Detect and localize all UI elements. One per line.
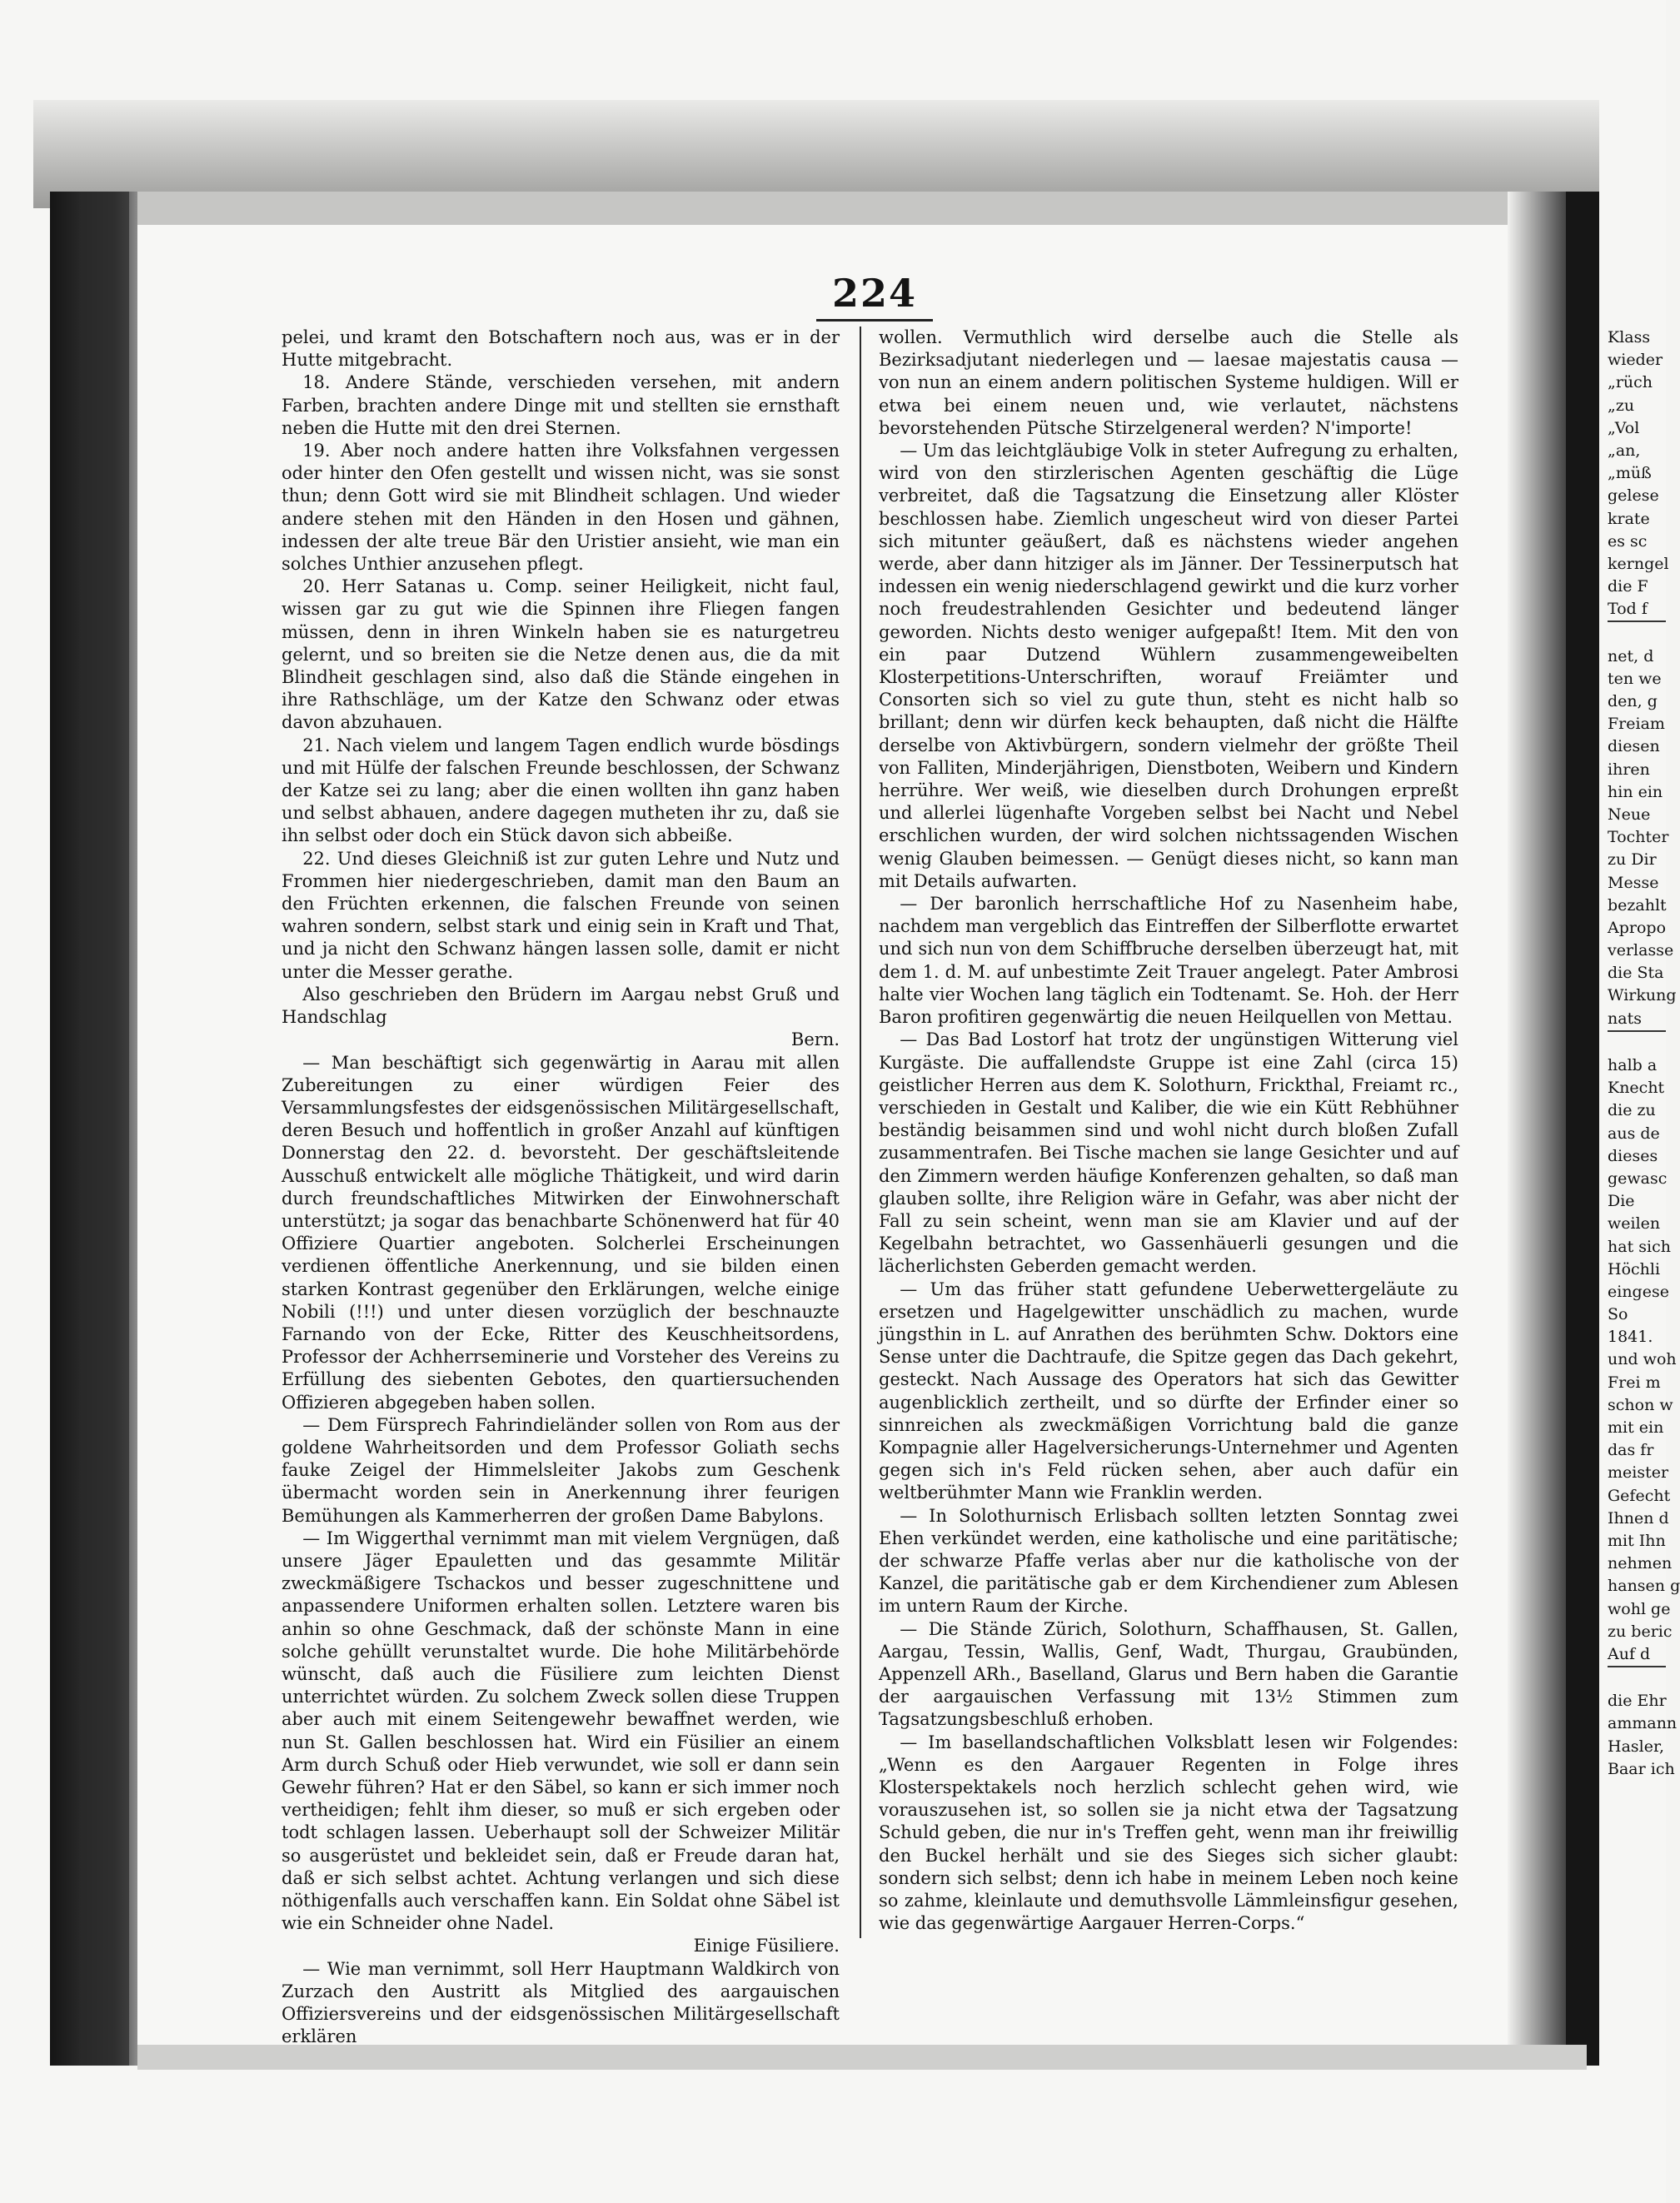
article-paragraph: Bern. bbox=[790, 1029, 840, 1050]
fragment-line: die zu bbox=[1608, 1101, 1656, 1120]
fragment-line: Baar ich bbox=[1608, 1759, 1675, 1778]
fragment-line: Neue bbox=[1608, 805, 1651, 824]
article-paragraph: — Die Stände Zürich, Solothurn, Schaffhausen, St. Gallen, Aargau, Tessin, Wallis, Genf, Wadt, Thurgau, Graubünden, Appenzell ARh., Baselland, Glarus und Bern haben die Garantie der aargauischen Verfassung mit 13½ Stimmen zum Tagsatzungsbeschluß erhoben. bbox=[879, 1618, 1458, 1730]
article-paragraph: 19. Aber noch andere hatten ihre Volksfahnen vergessen oder hinter den Ofen gestellt und wissen nicht, was sie sonst thun; denn Gott wird sie mit Blindheit schlagen. Und wieder andere stehen mit den Händen in den Hosen und gähnen, indessen der alte treue Bär den Uristier ansieht, wie man ein solches Unthier anzusehen pflegt. bbox=[282, 441, 840, 575]
fragment-line: aus de bbox=[1608, 1124, 1660, 1143]
page-number: 224 bbox=[831, 271, 918, 316]
fragment-line: schon w bbox=[1608, 1395, 1673, 1414]
fragment-line: ten we bbox=[1608, 669, 1662, 688]
fragment-line: diesen bbox=[1608, 737, 1660, 756]
right-page-fragments bbox=[1608, 326, 1680, 1976]
fragment-line: 1841. bbox=[1608, 1328, 1653, 1347]
fragment-line: „Vol bbox=[1608, 418, 1640, 437]
article-paragraph: — Im basellandschaftlichen Volksblatt lesen wir Folgendes: „Wenn es den Aargauer Regenten in Folge ihres Klosterspektakels noch herzlich schlecht gehen wird, wie vorauszusehen ist, so sollen sie ja nicht etwa der Tagsatzung Schuld geben, die nur in's Treffen geht, wenn man ihr freiwillig den Buckel herhält und sie des Sieges sich sicher glaubt: sondern sich selbst; denn ich habe in meinem Leben noch keine so zahme, kleinlaute und demuthsvolle Lämmleinsfigur gesehen, wie das gegenwärtige Aargauer Herren-Corps.“ bbox=[879, 1732, 1458, 1934]
fragment-line: und woh bbox=[1608, 1350, 1677, 1369]
fragment-line: Messe bbox=[1608, 873, 1659, 892]
fragment-line: Freiam bbox=[1608, 715, 1665, 734]
article-paragraph: 21. Nach vielem und langem Tagen endlich wurde bösdings und mit Hülfe der falschen Freunde beschlossen, der Schwanz der Katze sei zu lang; aber die einen wollten ihn ganz haben und selbst abhauen, andere dagegen mutheten ihr zu, daß sie ihn selbst oder doch ein Stück davon sich abbeiße. bbox=[282, 735, 840, 846]
article-paragraph: Also geschrieben den Brüdern im Aargau nebst Gruß und Handschlag bbox=[282, 984, 840, 1028]
fragment-line: nehmen bbox=[1608, 1554, 1673, 1573]
fragment-line: eingese bbox=[1608, 1282, 1669, 1301]
fragment-line: „zu bbox=[1608, 396, 1635, 415]
fragment-line: „rüch bbox=[1608, 373, 1653, 392]
fragment-line: hat sich bbox=[1608, 1237, 1671, 1256]
fragment-line: Hasler, bbox=[1608, 1737, 1665, 1756]
fragment-line: gewasc bbox=[1608, 1169, 1668, 1188]
fragment-line: halb a bbox=[1608, 1056, 1658, 1074]
fragment-line: Wirkung bbox=[1608, 986, 1677, 1005]
fragment-line: Tochter bbox=[1608, 828, 1669, 847]
fragment-line: ihren bbox=[1608, 760, 1650, 779]
article-paragraph: — Im Wiggerthal vernimmt man mit vielem Vergnügen, daß unsere Jäger Epauletten und das gesammte Militär zweckmäßigere Tschackos und besser zugeschnittene und anpassendere Uniformen erhalten sollen. Letztere waren bis anhin so ohne Geschmack, daß der schönste Mann in eine solche gehüllt verunstaltet wurde. Die hohe Militärbehörde wünscht, daß auch die Füsiliere zum leichten Dienst unterrichtet würden. Zu solchem Zweck sollen diese Truppen aber auch mit einem Seitengewehr bewaffnet werden, wie nun St. Gallen beschlossen hat. Wird ein Füsilier an einem Arm durch Schuß oder Hieb verwundet, wie soll er dann sein Gewehr führen? Hat er den Säbel, so kann er sich immer noch vertheidigen; fehlt ihm dieser, so muß er sich ergeben oder todt schlagen lassen. Ueberhaupt soll der Schweizer Militär so ausgerüstet und bekleidet sein, daß er Freude daran hat, daß er sich selbst achtet. Achtung verlangen und sich diese nöthigenfalls auch verschaffen kann. Ein Soldat ohne Säbel ist wie ein Schneider ohne Nadel. bbox=[282, 1528, 840, 1934]
fragment-line: wieder bbox=[1608, 351, 1663, 370]
article-paragraph: — In Solothurnisch Erlisbach sollten letzten Sonntag zwei Ehen verkündet werden, eine katholische und eine paritätische; der schwarze Pfaffe verlas aber nur die katholische von der Kanzel, die paritätische gab er dem Kirchendiener zum Ablesen im untern Raum der Kirche. bbox=[879, 1505, 1458, 1617]
fragment-line: ammann bbox=[1608, 1714, 1678, 1733]
fragment-line: den, g bbox=[1608, 692, 1658, 710]
left-text-column bbox=[282, 326, 840, 2047]
fragment-line: verlasse bbox=[1608, 941, 1674, 960]
fragment-line: hin ein bbox=[1608, 782, 1663, 801]
article-paragraph: — Dem Fürsprech Fahrindieländer sollen von Rom aus der goldene Wahrheitsorden und dem Professor Goliath sechs fauke Zeigel der Himmelsleiter Jakobs zum Geschenk übermacht worden sein in Anerkennung ihrer feurigen Bemühungen als Kammerherren der großen Dame Babylons. bbox=[282, 1414, 840, 1526]
fragment-line: net, d bbox=[1608, 646, 1654, 665]
fragment-line: Auf d bbox=[1608, 1644, 1651, 1663]
article-paragraph: 22. Und dieses Gleichniß ist zur guten Lehre und Nutz und Frommen hier niedergeschrieben, damit man den Baum an den Früchten erkennen, die falschen Freunde von seinen wahren sondern, selbst stark und einig sein in Kraft und That, und ja nicht den Schwanz hängen lassen solle, damit er nicht unter die Messer gerathe. bbox=[282, 848, 840, 982]
fragment-line: „müß bbox=[1608, 464, 1652, 483]
fragment-line: das fr bbox=[1608, 1441, 1654, 1460]
fragment-line: kerngel bbox=[1608, 554, 1669, 573]
article-paragraph: 18. Andere Stände, verschieden versehen, mit andern Farben, brachten andere Dinge mit und stellten sie ernsthaft neben die Hutte mit den drei Sternen. bbox=[282, 372, 840, 438]
fragment-line: Apropo bbox=[1608, 918, 1667, 937]
article-paragraph: Einige Füsiliere. bbox=[693, 1936, 840, 1956]
fragment-line: Die bbox=[1608, 1192, 1635, 1211]
article-paragraph: — Um das leichtgläubige Volk in steter Aufregung zu erhalten, wird von den stirzlerischen Agenten geschäftig die Lüge verbreitet, daß die Tagsatzung die Einsetzung aller Klöster beschlossen habe. Ziemlich ungescheut wird von dieser Partei sich mitunter geäußert, daß es nächstens wieder angehen werde, aber dann hitziger als im Jänner. Der Tessinerputsch hat indessen ein wenig niederschlagend gewirkt und die kurz vorher noch freudestrahlenden Gesichter und bedeutend länger geworden. Nichts desto weniger aufgepaßt! Item. Mit den von ein paar Dutzend Wühlern zusammengeweibelten Klosterpetitions-Unterschriften, worauf Freiämter und Consorten sich so viel zu gute thun, steht es nicht halb so brillant; denn wir dürfen keck behaupten, daß nicht die Hälfte derselbe von Aktivbürgern, sondern vielmehr der größte Theil von Falliten, Minderjährigen, Dienstboten, Weibern und Kindern herrühre. Wer weiß, wie dieselben durch Drohungen erpreßt und allerlei lügenhafte Vorgeben selbst bei Nacht und Nebel erschlichen wurden, der wird solchen nichtssagenden Wischen wenig Glauben beimessen. — Genügt dieses nicht, so kann man mit Details aufwarten. bbox=[879, 441, 1458, 891]
fragment-line: es sc bbox=[1608, 531, 1648, 551]
fragment-line: Klass bbox=[1608, 328, 1651, 346]
fragment-line: hansen g bbox=[1608, 1577, 1680, 1596]
article-paragraph: — Um das früher statt gefundene Ueberwettergeläute zu ersetzen und Hagelgewitter unschädlich zu machen, wurde jüngsthin in L. auf Anrathen des berühmten Schw. Doktors eine Sense unter die Dachtraufe, die Spitze gegen das Dach gekehrt, gesteckt. Nach Aussage des Operators hat sich das Gewitter augenblicklich zertheilt, und so dürfte der Erfinder einer so sinnreichen als zweckmäßigen Vorrichtung bald die ganze Kompagnie aller Hagelversicherungs-Unternehmer und Agenten gegen sich in's Feld rücken sehen, aber auch dafür ein weltberühmter Mann wie Franklin werden. bbox=[879, 1278, 1458, 1503]
fragment-divider bbox=[1608, 1030, 1666, 1054]
fragment-line: nats bbox=[1608, 1009, 1642, 1028]
article-paragraph: pelei, und kramt den Botschaftern noch aus, was er in der Hutte mitgebracht. bbox=[282, 327, 840, 371]
article-paragraph: 20. Herr Satanas u. Comp. seiner Heiligkeit, nicht faul, wissen gar zu gut wie die Spinnen ihre Fliegen fangen müssen, denn in ihren Winkeln haben sie es naturgetreu gelernt, und so breiten sie die Netze denen aus, die da mit Blindheit geschlagen sind, also daß die Stände eingehen in ihre Rathschläge, um der Katze den Schwanz oder etwas davon abzuhauen. bbox=[282, 576, 840, 733]
column-divider bbox=[860, 326, 861, 1938]
fragment-line: Knecht bbox=[1608, 1079, 1665, 1098]
fragment-line: Höchli bbox=[1608, 1259, 1661, 1278]
article-paragraph: wollen. Vermuthlich wird derselbe auch die Stelle als Bezirksadjutant niederlegen und — laesae majestatis causa — von nun an einem andern politischen Systeme huldigen. Will er etwa bei einem neuen und, wie verlautet, nächstens bevorstehenden Pütsche Stirzelgeneral werden? N'importe! bbox=[879, 327, 1458, 438]
article-paragraph: — Das Bad Lostorf hat trotz der ungünstigen Witterung viel Kurgäste. Die auffallendste Gruppe ist eine Zahl (circa 15) geistlicher Herren aus dem K. Solothurn, Frickthal, Freiamt rc., verschieden in Gestalt und Kaliber, die wie ein Kütt Rebhühner beständig beisammen sind und wohl nicht durch bloßen Zufall zusammentrafen. Bei Tische machen sie lange Gesichter und auf den Zimmern werden häufige Konferenzen gehalten, so daß man glauben sollte, ihre Religion wäre in Gefahr, was aber nicht der Fall zu sein scheint, wenn man sie am Klavier und auf der Kegelbahn betrachtet, wo Gassenhäuerli gesungen und die lächerlichsten Geberden gemacht werden. bbox=[879, 1029, 1458, 1277]
fragment-line: zu Dir bbox=[1608, 850, 1657, 870]
article-paragraph: — Man beschäftigt sich gegenwärtig in Aarau mit allen Zubereitungen zu einer würdigen Feier des Versammlungsfestes der eidsgenössischen Militärgesellschaft, deren Besuch und hoffentlich in großer Anzahl auf künftigen Donnerstag den 22. d. bevorsteht. Der geschäftsleitende Ausschuß entwickelt alle mögliche Thätigkeit, und wird darin durch freundschaftliches Mitwirken der Einwohnerschaft unterstützt; ja sogar das benachbarte Schönenwerd hat für 40 Offiziere Quartier angeboten. Solcherlei Erscheinungen verdienen öffentliche Anerkennung, und sie bilden einen starken Kontrast gegenüber den Erklärungen, welche einige Nobili (!!!) und unter diesen vorzüglich der beschnauzte Farnando von der Ecke, Ritter des Keuschheitsordens, Professor der Achherrseminerie und Vorsteher des Vereins zu Erfüllung des siebenten Gebotes, den quartiersuchenden Offizieren abgegeben haben sollen. bbox=[282, 1052, 840, 1413]
fragment-line: wohl ge bbox=[1608, 1599, 1671, 1618]
fragment-line: weilen bbox=[1608, 1214, 1661, 1234]
fragment-line: krate bbox=[1608, 509, 1650, 528]
fragment-line: zu beric bbox=[1608, 1622, 1673, 1641]
fragment-line: dieses bbox=[1608, 1146, 1658, 1165]
fragment-line: bezahlt bbox=[1608, 895, 1667, 915]
fragment-line: die Sta bbox=[1608, 964, 1664, 983]
fragment-line: die Ehr bbox=[1608, 1692, 1667, 1711]
fragment-divider bbox=[1608, 621, 1666, 645]
fragment-line: mit ein bbox=[1608, 1418, 1664, 1437]
article-paragraph: — Der baronlich herrschaftliche Hof zu Nasenheim habe, nachdem man vergeblich das Eintreffen der Silberflotte erwartet und sich nun von dem Schiffbruche derselben überzeugt hat, mit dem 1. d. M. auf unbestimte Zeit Trauer angelegt. Pater Ambrosi halte vier Wochen lang täglich ein Todtenamt. Se. Hoh. der Herr Baron profitiren gegenwärtig die neuen Heilquellen von Mettau. bbox=[879, 894, 1458, 1028]
fragment-line: „an, bbox=[1608, 441, 1641, 460]
fragment-line: So bbox=[1608, 1305, 1628, 1324]
fragment-line: die F bbox=[1608, 577, 1648, 596]
fragment-line: meister bbox=[1608, 1463, 1669, 1483]
fragment-divider bbox=[1608, 1666, 1666, 1690]
fragment-line: Frei m bbox=[1608, 1373, 1661, 1392]
fragment-line: gelese bbox=[1608, 486, 1659, 506]
right-text-column bbox=[879, 326, 1458, 2009]
fragment-line: Gefecht bbox=[1608, 1486, 1671, 1505]
article-paragraph: — Wie man vernimmt, soll Herr Hauptmann Waldkirch von Zurzach den Austritt als Mitglied des aargauischen Offiziersvereins und der eidsgenössischen Militärgesellschaft erklären bbox=[282, 1958, 840, 2047]
fragment-line: Tod f bbox=[1608, 600, 1648, 619]
fragment-line: mit Ihn bbox=[1608, 1531, 1666, 1550]
fragment-line: Ihnen d bbox=[1608, 1508, 1669, 1528]
